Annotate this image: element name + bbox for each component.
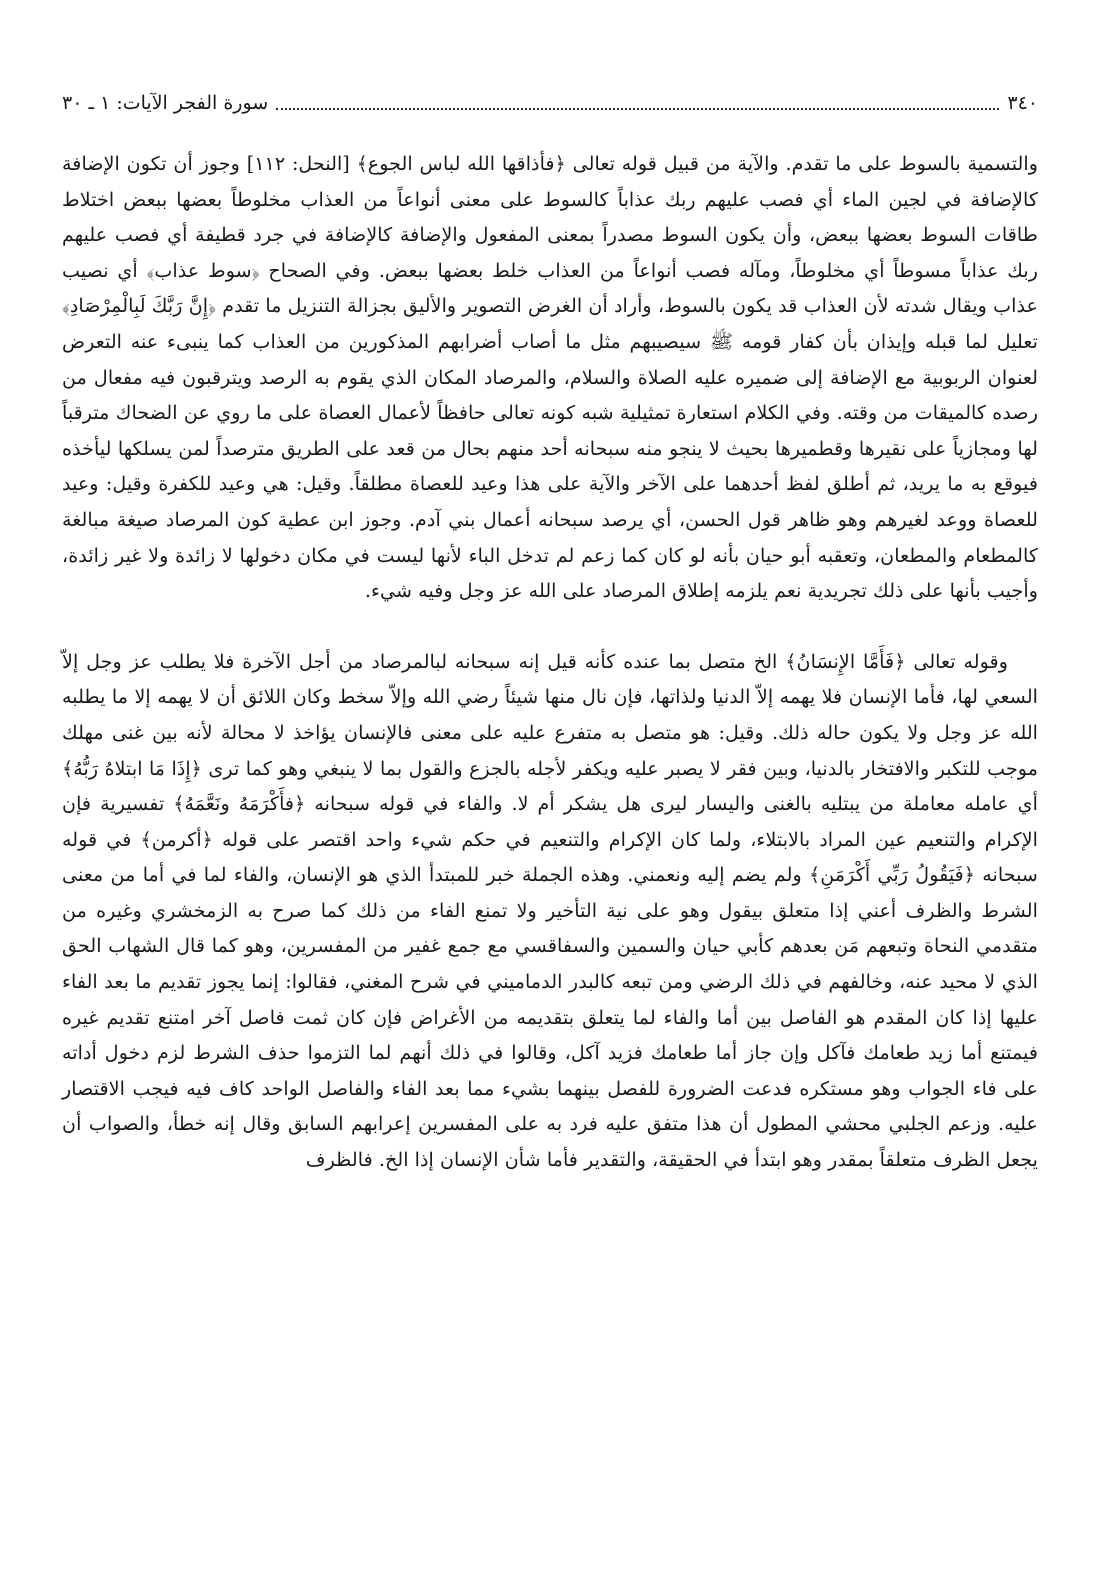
body-text — [62, 146, 1038, 1178]
surah-title: سورة الفجر الآيات: ١ ـ ٣٠ — [62, 92, 269, 114]
paragraph-2: وقوله تعالى ﴿فَأَمَّا الإِنسَانُ﴾ الخ متصل بما عنده كأنه قيل إنه سبحانه لبالمرصاد من أجل الآخرة فلا يطلب عز وجل إلاّ السعي لها، فأما الإنسان فلا يهمه إلاّ الدنيا ولذاتها، فإن نال منها شيئاً رضي الله وإلاّ سخط وكان اللائق أن لا يهمه إلا ما يطلبه الله عز وجل ولا يكون حاله ذلك. وقيل: هو متصل به متفرع عليه على معنى فالإنسان يؤاخذ لا محالة لأنه بين غنى مهلك موجب للتكبر والافتخار بالدنيا، وبين فقر لا يصبر عليه ويكفر لأجله بالجزع والقول بما لا ينبغي وهو كما ترى ﴿إِذَا مَا ابتلاهُ رَبُّهُ﴾ أي عامله معاملة من يبتليه بالغنى واليسار ليرى هل يشكر أم لا. والفاء في قوله سبحانه ﴿فأَكْرَمَهُ ونَعَّمَهُ﴾ تفسيرية فإن الإكرام والتنعيم عين المراد بالابتلاء، ولما كان الإكرام والتنعيم في حكم شيء واحد اقتصر على قوله ﴿أكرمن﴾ في قوله سبحانه ﴿فَيَقُولُ رَبِّي أَكْرَمَنِ﴾ ولم يضم إليه ونعمني. وهذه الجملة خبر للمبتدأ الذي هو الإنسان، والفاء لما في أما من معنى الشرط والظرف أعني إذا متعلق بيقول وهو على نية التأخير ولا تمنع الفاء من ذلك كما صرح به الزمخشري وغيره من متقدمي النحاة وتبعهم مَن بعدهم كأبي حيان والسمين والسفاقسي مع جمع غفير من المفسرين، وهو كما قال الشهاب الحق الذي لا محيد عنه، وخالفهم في ذلك الرضي ومن تبعه كالبدر الدماميني في شرح المغني، فقالوا: إنما يجوز تقديم ما بعد الفاء عليها إذا كان المقدم هو الفاصل بين أما والفاء لما يتعلق بتقديمه من الأغراض فإن كان ثمت فاصل آخر امتنع تقديم غيره فيمتنع أما زيد طعامك فآكل وإن جاز أما طعامك فزيد آكل، وقالوا في ذلك أنهم لما التزموا حذف الشرط لزم دخول أداته على فاء الجواب وهو مستكره فدعت الضرورة للفصل بينهما بشيء مما بعد الفاء والفاصل الواحد كاف فيه فيجب الاقتصار عليه. وزعم الجلبي محشي المطول أن هذا متفق عليه فرد به على المفسرين إعرابهم السابق وقال إنه خطأ، والصواب أن يجعل الظرف متعلقاً بمقدر وهو ابتدأ في الحقيقة، والتقدير فأما شأن الإنسان إذا الخ. فالظرف — [62, 649, 1038, 1172]
page-number: ٣٤٠ — [1007, 92, 1038, 114]
running-head — [62, 84, 1038, 118]
leader-dots — [276, 107, 999, 110]
paragraph-1: والتسمية بالسوط على ما تقدم. والآية من قبيل قوله تعالى ﴿فأذاقها الله لباس الجوع﴾ [النحل: ١١٢] وجوز أن تكون الإضافة كالإضافة في لجين الماء أي فصب عليهم ربك عذاباً كالسوط على معنى أنواعاً من العذاب مخلوطاً بعضها ببعض اختلاط طاقات السوط بعضها ببعض، وأن يكون السوط مصدراً بمعنى المفعول والإضافة كالإضافة في جرد قطيفة أي فصب عليهم ربك عذاباً مسوطاً أي مخلوطاً، ومآله فصب أنواعاً من العذاب خلط بعضها ببعض. وفي الصحاح ﴿سوط عذاب﴾ أي نصيب عذاب ويقال شدته لأن العذاب قد يكون بالسوط، وأراد أن الغرض التصوير والأليق بجزالة التنزيل ما تقدم ﴿إِنَّ رَبَّكَ لَبِالْمِرْصَادِ﴾ تعليل لما قبله وإيذان بأن كفار قومه ﷺ سيصيبهم مثل ما أصاب أضرابهم المذكورين من العذاب كما ينبىء عنه التعرض لعنوان الربوبية مع الإضافة إلى ضميره عليه الصلاة والسلام، والمرصاد المكان الذي يقوم به الرصد ويترقبون فيه مفعال من رصده كالميقات من وقته. وفي الكلام استعارة تمثيلية شبه كونه تعالى حافظاً لأعمال العصاة على ما روي عن الضحاك مترقباً لها ومجازياً على نقيرها وقطميرها بحيث لا ينجو منه سبحانه أحد منهم بحال من قعد على الطريق مترصداً لمن يسلكها ليأخذه فيوقع به ما يريد، ثم أطلق لفظ أحدهما على الآخر والآية على هذا وعيد للعصاة مطلقاً. وقيل: هي وعيد للكفرة وقيل: وعيد للعصاة ووعد لغيرهم وهو ظاهر قول الحسن، أي يرصد سبحانه أعمال بني آدم. وجوز ابن عطية كون المرصاد صيغة مبالغة كالمطعام والمطعان، وتعقبه أبو حيان بأنه لو كان كما زعم لم تدخل الباء لأنها ليست في مكان دخولها لا زائدة ولا غير زائدة، وأجيب بأنها على ذلك تجريدية نعم يلزمه إطلاق المرصاد على الله عز وجل وفيه شيء. — [62, 152, 1038, 603]
